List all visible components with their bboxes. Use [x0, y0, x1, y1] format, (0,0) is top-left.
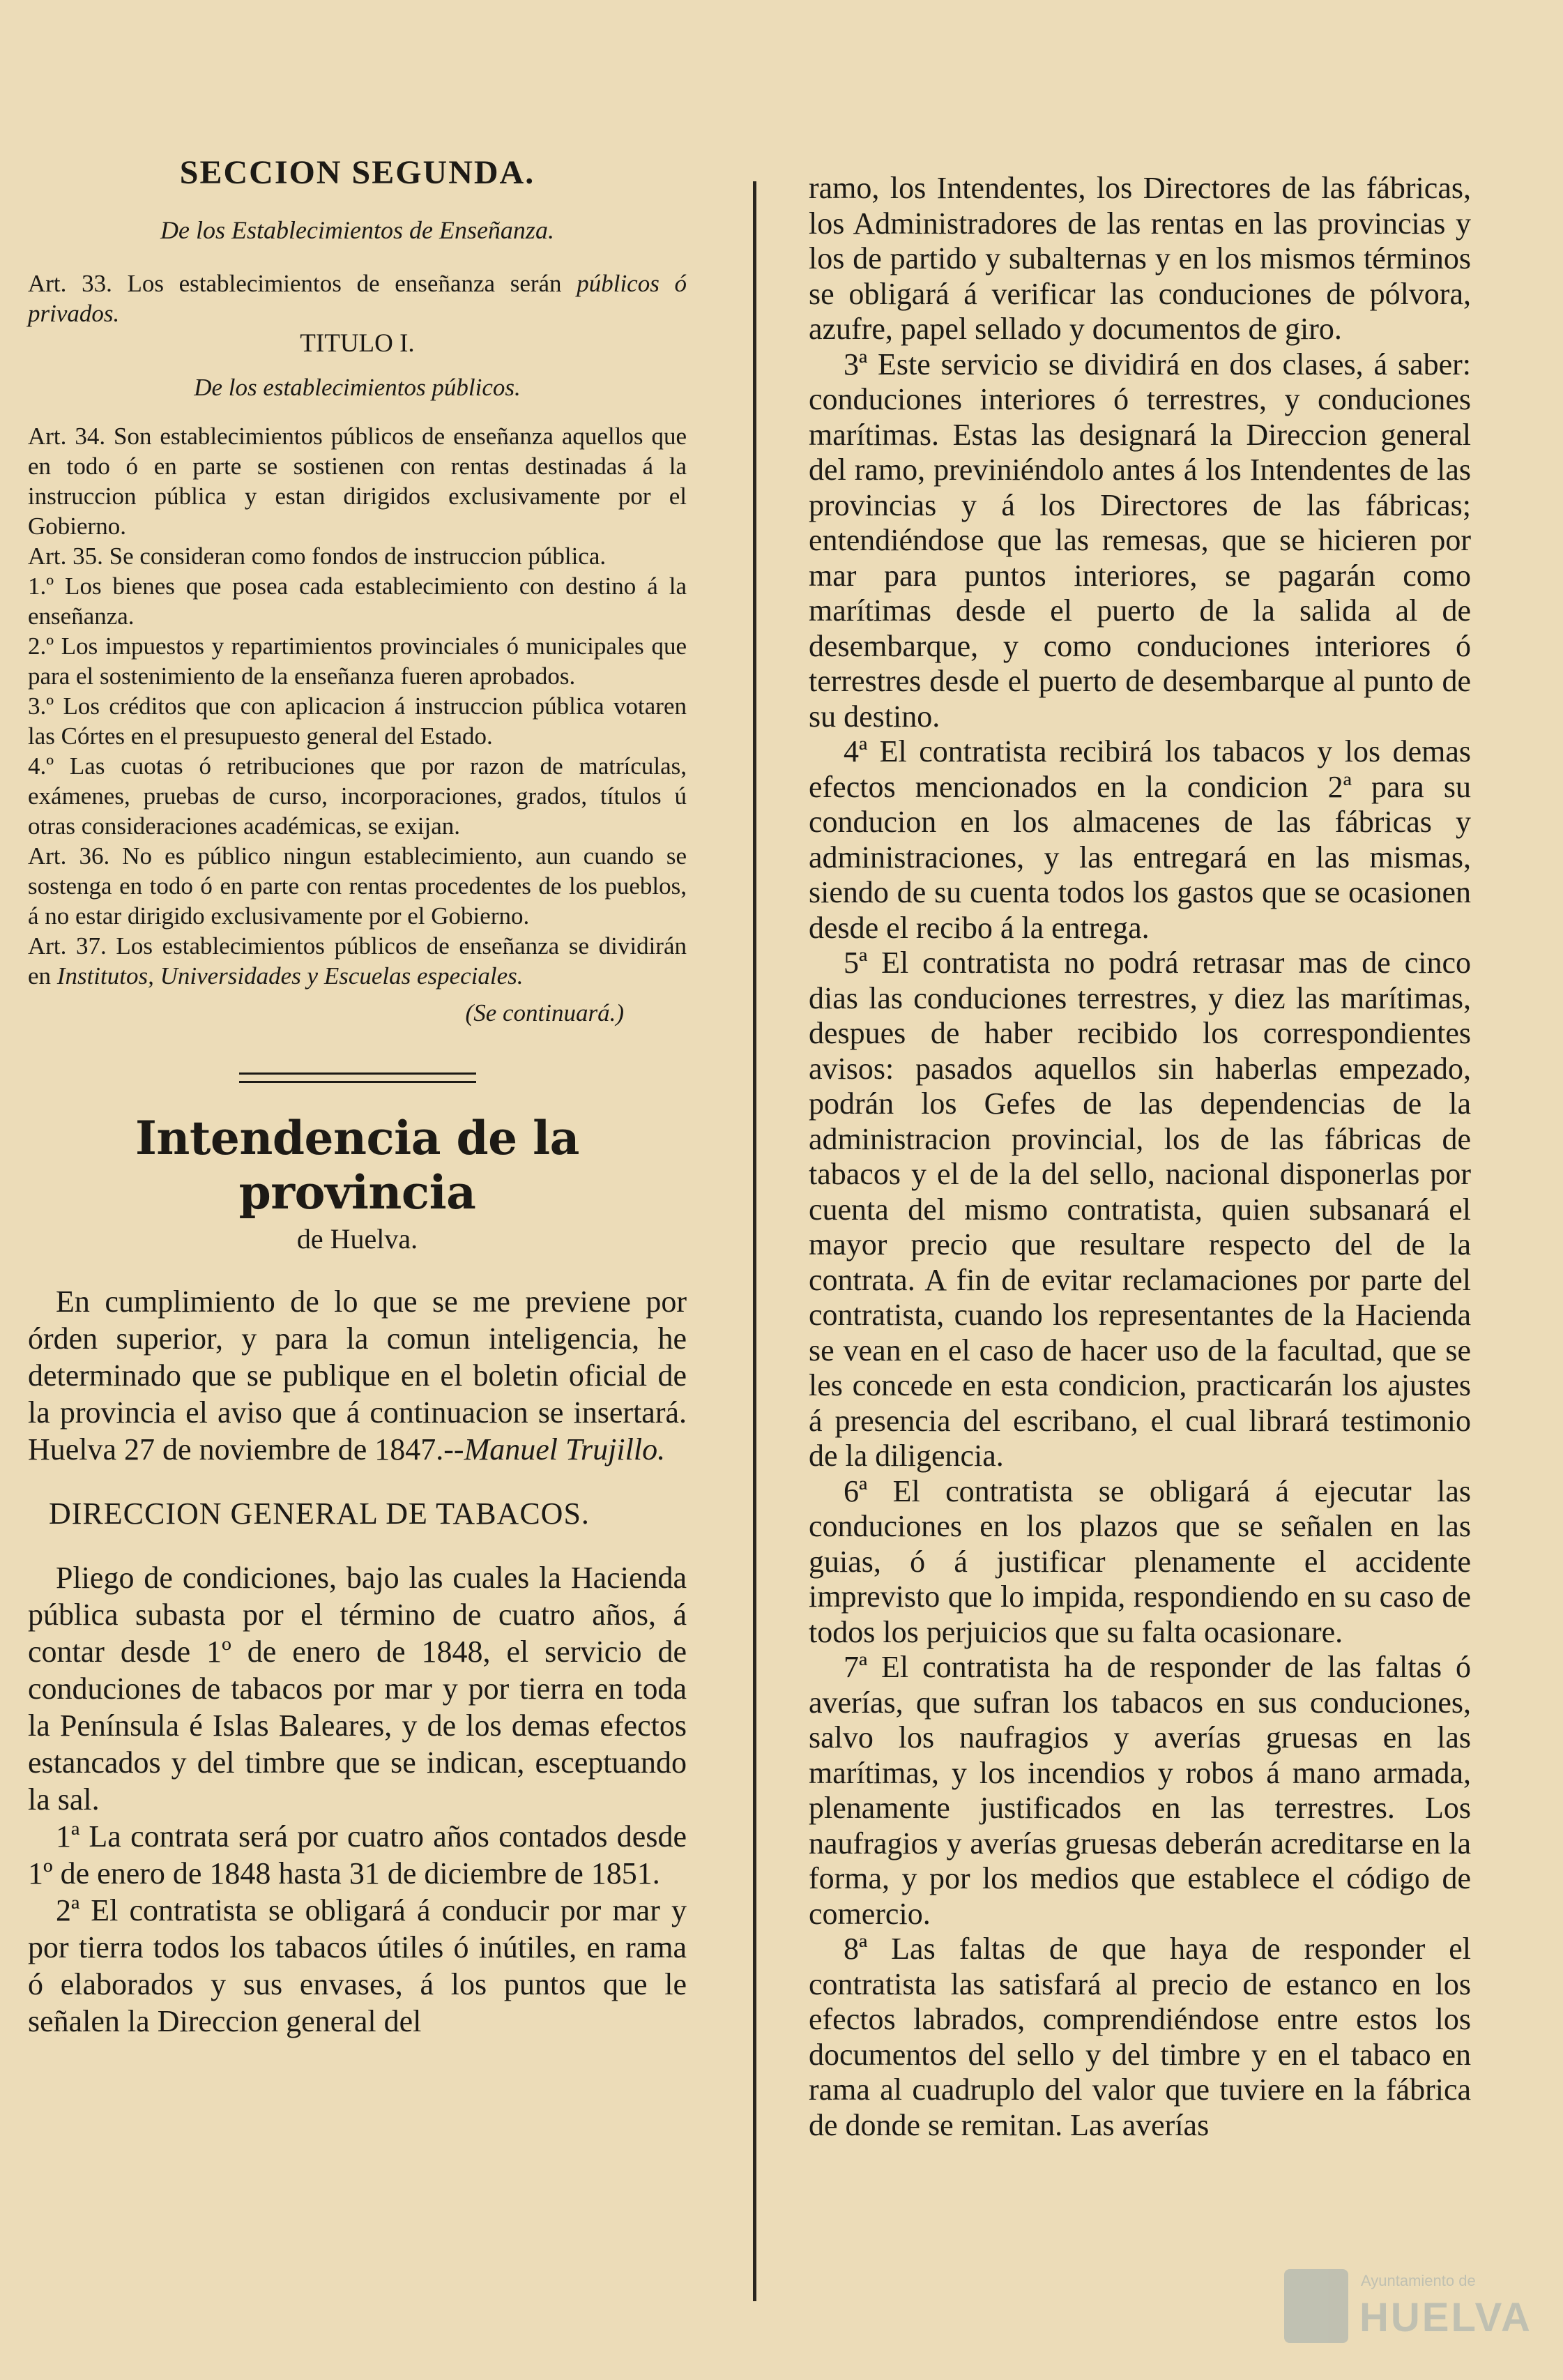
article-37-italic: Institutos, Universidades y Escuelas especiales.: [56, 962, 524, 990]
condition-7: 7ª El contratista ha de responder de las faltas ó averías, que sufran los tabacos en sus conduciones, salvo los naufragios y averías gruesas en las marítimas, y los incendios y robos á mano armada, plenamente justificados en las terrestres. Los naufragios y averías gruesas deberán acreditarse en la forma, y por los medios que establece el código de comercio.: [809, 1650, 1471, 1931]
archive-watermark-logo: [1284, 2265, 1532, 2349]
condition-3: 3ª Este servicio se dividirá en dos clases, á saber: conduciones interiores ó terrestres, y conduciones marítimas. Estas las designará la Direccion general del ramo, previniéndolo antes á los Intendentes de las provincias y á los Directores de las fábricas; entendiéndose que las remesas, que se hicieren por mar para puntos interiores, se pagarán como marítimas desde el puerto de la salida al de desembarque, y como conduciones interiores ó terrestres desde el puerto de desembarque al punto de su destino.: [809, 347, 1471, 734]
continued-note: (Se continuará.): [465, 999, 624, 1026]
article-35-item-3: 3.º Los créditos que con aplicacion á instruccion pública votaren las Córtes en el presupuesto general del Estado.: [28, 692, 687, 750]
watermark-big-text: HUELVA: [1359, 2295, 1532, 2340]
direccion-heading: DIRECCION GENERAL DE TABACOS.: [49, 1496, 590, 1531]
condition-8: 8ª Las faltas de que haya de responder el contratista las satisfará al precio de estanco en los efectos labrados, comprendiéndose entre estos los documentos del sello y del timbre y en el tabaco en rama al cuadruplo del valor que tuviere en la fábrica de donde se remitan. Las averías: [809, 1932, 1471, 2142]
intro-text: En cumplimiento de lo que se me previene por órden superior, y para la comun inteligencia, he determinado que se publique en el boletin oficial de la provincia el aviso que á continuacion se insertará. Huelva 27 de noviembre de 1847.--: [28, 1284, 687, 1466]
watermark-small-text: Ayuntamiento de: [1361, 2272, 1476, 2289]
article-36: Art. 36. No es público ningun establecimiento, aun cuando se sostenga en todo ó en parte con rentas procedentes de los pueblos, á no estar dirigido exclusivamente por el Gobierno.: [28, 842, 687, 930]
intro-paragraph: [28, 1283, 687, 1468]
condition-6: 6ª El contratista se obligará á ejecutar las conduciones en los plazos que se señalen en las guias, ó á justificar plenamente el accidente imprevisto que lo impida, respondiendo en su caso de todos los perjuicios que su falta ocasionare.: [809, 1473, 1471, 1649]
titulo-heading: TITULO I.: [300, 329, 415, 358]
article-33: [28, 268, 687, 328]
article-37-text: Art. 37. Los establecimientos públicos de enseñanza se dividirán en: [28, 932, 687, 990]
article-33-italic: públicos ó privados.: [28, 270, 687, 327]
article-33-text: Art. 33. Los establecimientos de enseñanza serán: [28, 270, 577, 297]
section-title: SECCION SEGUNDA.: [179, 154, 535, 191]
condition-2-continued: ramo, los Intendentes, los Directores de las fábricas, los Administradores de las rentas en las provincias y los de partido y subalternas y en los mismos términos se obligará á verificar las conduciones de pólvora, azufre, papel sellado y documentos de giro.: [809, 171, 1471, 346]
article-34: Art. 34. Son establecimientos públicos de enseñanza aquellos que en todo ó en parte se sostienen con rentas destinadas á la instruccion pública y estan dirigidos exclusivamente por el Gobierno.: [28, 423, 687, 540]
intro-signature: Manuel Trujillo.: [464, 1432, 666, 1466]
article-35: Art. 35. Se consideran como fondos de instruccion pública.: [28, 543, 607, 570]
article-35-item-2: 2.º Los impuestos y repartimientos provinciales ó municipales que para el sostenimiento de la enseñanza fueren aprobados.: [28, 632, 687, 690]
condition-4: 4ª El contratista recibirá los tabacos y los demas efectos mencionados en la condicion 2ª para su conducion en los almacenes de las fábricas y administraciones, y las entregará en las mismas, siendo de su cuenta todos los gastos que se ocasionen desde el recibo á la entrega.: [809, 734, 1471, 945]
shield-icon: [1284, 2269, 1348, 2343]
section-rule: [239, 1072, 476, 1083]
section-subtitle: De los Establecimientos de Enseñanza.: [160, 216, 554, 244]
condition-5: 5ª El contratista no podrá retrasar mas de cinco dias las conduciones terrestres, y diez las marítimas, despues de haber recibido los correspondientes avisos: pasados aquellos sin haberlas empezado, podrán los Gefes de las dependencias de la administracion provincial, los de las fábricas de tabacos y el de la del sello, nacional disponerlas por cuenta del mismo contratista, quien subsanará el mayor precio que resultare respecto del de la contrata. A fin de evitar reclamaciones por parte del contratista, cuando los representantes de la Hacienda se vean en el caso de hacer uso de la facultad, que se les concede en esta condicion, practicarán los ajustes á presencia del escribano, el cual librará testimonio de la diligencia.: [809, 946, 1471, 1473]
column-divider: [753, 181, 756, 2301]
titulo-subheading: De los establecimientos públicos.: [194, 374, 521, 401]
intendencia-subtitle: de Huelva.: [296, 1223, 418, 1255]
article-35-item-4: 4.º Las cuotas ó retribuciones que por razon de matrículas, exámenes, pruebas de curso, incorporaciones, grados, títulos ú otras consideraciones académicas, se exijan.: [28, 752, 687, 840]
left-column: [28, 153, 687, 2040]
article-35-item-1: 1.º Los bienes que posea cada establecimiento con destino á la enseñanza.: [28, 573, 687, 630]
intendencia-title: Intendencia de la provincia: [135, 1111, 579, 1220]
condition-1: 1ª La contrata será por cuatro años contados desde 1º de enero de 1848 hasta 31 de diciembre de 1851.: [28, 1819, 687, 1890]
condition-2: 2ª El contratista se obligará á conducir por mar y por tierra todos los tabacos útiles ó inútiles, en rama ó elaborados y sus envases, á los puntos que le señalen la Direccion general del: [28, 1893, 687, 2038]
right-column: [809, 171, 1471, 2143]
article-37: [28, 931, 687, 991]
pliego-paragraph: Pliego de condiciones, bajo las cuales la Hacienda pública subasta por el término de cuatro años, á contar desde 1º de enero de 1848, el servicio de conduciones de tabacos por mar y por tierra en toda la Península é Islas Baleares, y de los demas efectos estancados y del timbre que se indican, esceptuando la sal.: [28, 1561, 687, 1817]
